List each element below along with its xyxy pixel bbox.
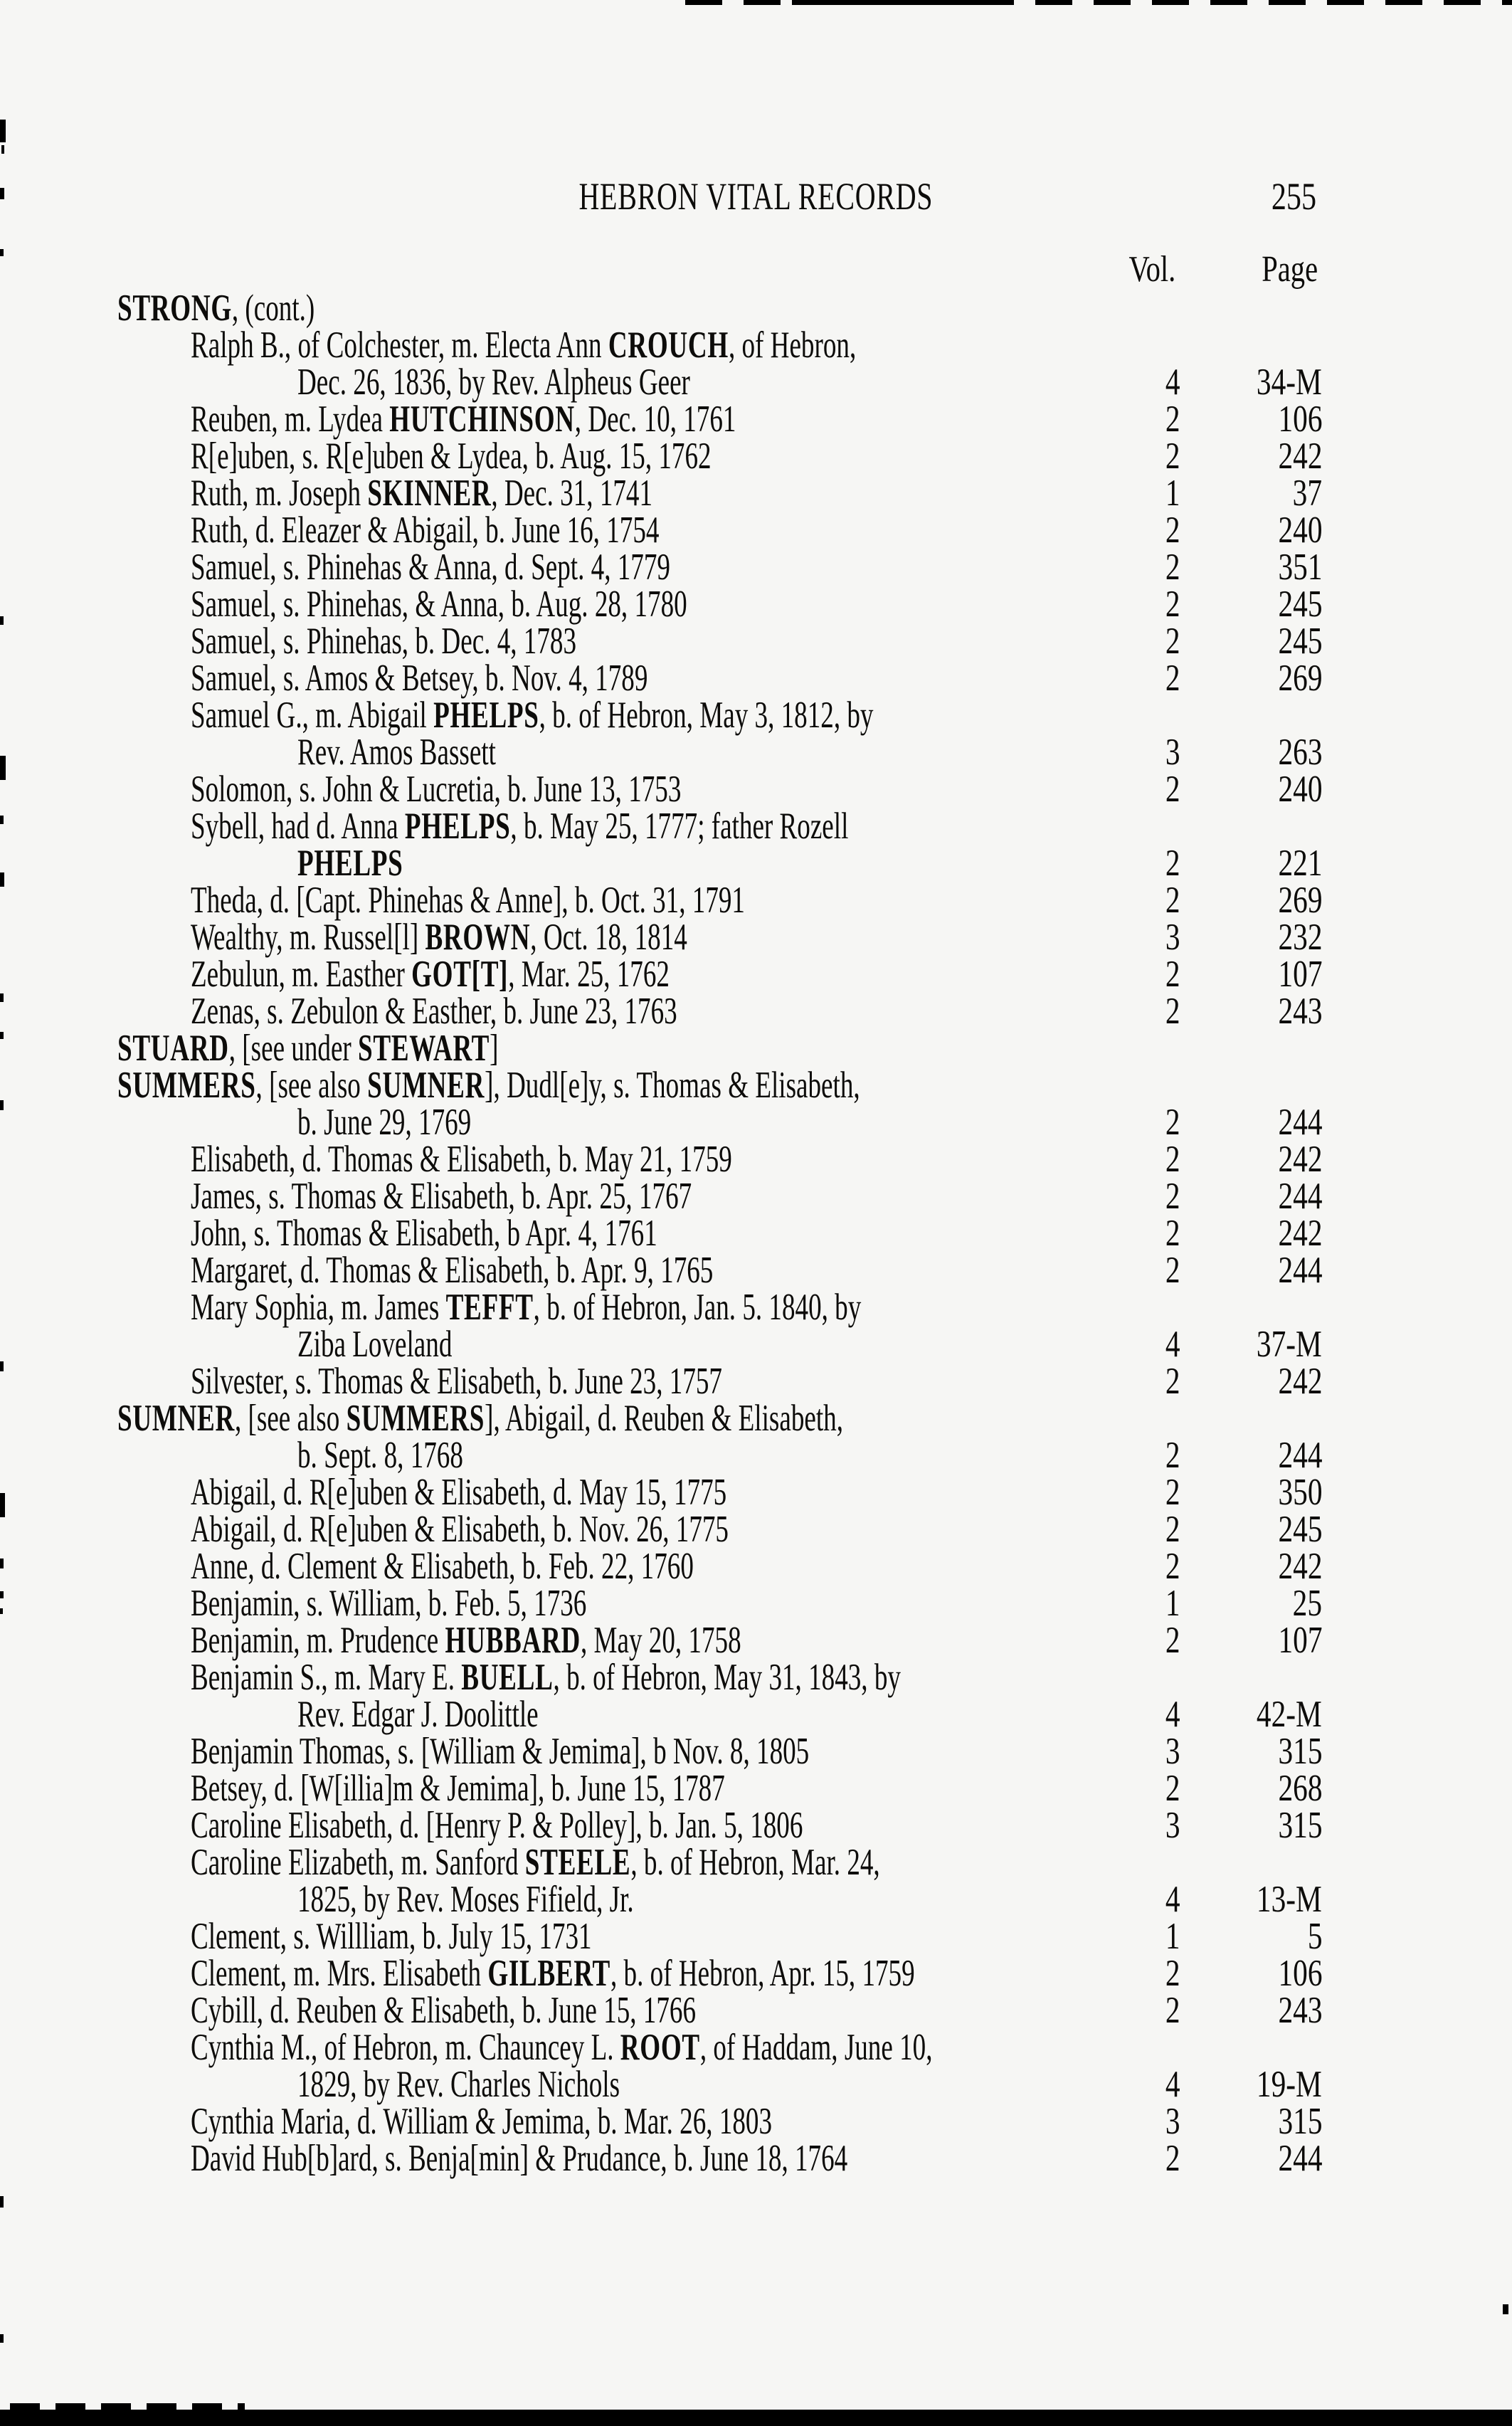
record-page: 243	[1277, 991, 1322, 1032]
record-text-segment: Abigail, d. R[e]uben & Elisabeth, d. May 15, 1775	[191, 1472, 727, 1513]
record-text	[191, 956, 670, 993]
record-vol: 2	[1165, 1139, 1180, 1180]
record-text-segment: , Dec. 10, 1761	[574, 399, 736, 440]
record-text-segment: Benjamin S., m. Mary E.	[191, 1657, 462, 1698]
record-row	[0, 1548, 1512, 1585]
record-text-segment: BUELL	[461, 1657, 554, 1698]
record-row	[0, 475, 1512, 512]
record-text-segment: SUMNER	[117, 1398, 235, 1439]
record-text-segment: , b. May 25, 1777; father Rozell	[510, 806, 849, 847]
record-vol: 4	[1165, 362, 1180, 403]
record-row	[0, 2029, 1512, 2066]
record-row	[0, 549, 1512, 586]
record-row	[0, 1067, 1512, 1104]
record-page: 243	[1277, 1990, 1322, 2031]
record-vol: 2	[1165, 769, 1180, 810]
record-text-segment: David Hub[b]ard, s. Benja[min] & Prudance, b. June 18, 1764	[191, 2138, 848, 2179]
record-page: 245	[1277, 584, 1322, 625]
record-page: 19-M	[1257, 2064, 1322, 2105]
record-vol: 2	[1165, 1509, 1180, 1550]
record-page: 232	[1277, 917, 1322, 958]
record-page: 242	[1277, 1361, 1322, 1402]
record-vol: 2	[1165, 1990, 1180, 2031]
record-text-segment: , b. of Hebron, May 31, 1843, by	[553, 1657, 901, 1698]
record-page: 315	[1277, 1805, 1322, 1846]
record-page: 245	[1277, 621, 1322, 662]
record-row	[0, 438, 1512, 475]
record-row	[0, 1585, 1512, 1622]
record-text-segment: Samuel, s. Phinehas & Anna, d. Sept. 4, 1779	[191, 547, 670, 588]
record-text-segment: STUARD	[117, 1028, 229, 1069]
record-page: 315	[1277, 2101, 1322, 2142]
record-text-segment: , Oct. 18, 1814	[530, 917, 687, 958]
record-page: 245	[1277, 1509, 1322, 1550]
record-text-segment: SUMMERS	[117, 1065, 256, 1106]
record-text-segment: Cynthia Maria, d. William & Jemima, b. Mar. 26, 1803	[191, 2101, 773, 2142]
record-row	[0, 771, 1512, 808]
record-text-segment: , b. of Hebron, May 3, 1812, by	[539, 695, 874, 736]
record-text-segment: 1829, by Rev. Charles Nichols	[297, 2064, 620, 2105]
record-text-segment: Betsey, d. [W[illia]m & Jemima], b. June 15, 1787	[191, 1768, 725, 1809]
record-text-segment: CROUCH	[608, 325, 729, 366]
record-text-segment: GOT[T]	[411, 954, 509, 995]
record-vol: 2	[1165, 621, 1180, 662]
scan-artifact-edge-tick	[0, 1559, 4, 1568]
record-row	[0, 956, 1512, 993]
record-text-segment: STRONG	[117, 288, 232, 329]
record-text-segment: Samuel, s. Phinehas, & Anna, b. Aug. 28, 1780	[191, 584, 687, 625]
record-text	[191, 512, 659, 549]
record-text	[117, 1400, 843, 1437]
record-row	[0, 1252, 1512, 1289]
record-text	[191, 1215, 657, 1252]
record-row	[0, 1733, 1512, 1770]
record-page: 240	[1277, 769, 1322, 810]
record-page: 42-M	[1257, 1694, 1322, 1735]
record-row	[0, 808, 1512, 845]
record-text-segment: , (cont.)	[231, 288, 315, 329]
record-text-segment: Elisabeth, d. Thomas & Elisabeth, b. May 21, 1759	[191, 1139, 732, 1180]
record-page: 244	[1277, 1435, 1322, 1476]
record-row	[0, 364, 1512, 401]
record-text-segment: , b. of Hebron, Apr. 15, 1759	[610, 1953, 915, 1994]
record-text-segment: Caroline Elizabeth, m. Sanford	[191, 1842, 525, 1883]
record-vol: 2	[1165, 1213, 1180, 1254]
record-text-segment: HUBBARD	[445, 1620, 581, 1661]
record-vol: 2	[1165, 1953, 1180, 1994]
vol-column-header: Vol.	[1128, 249, 1175, 290]
record-text-segment: SUMNER	[367, 1065, 485, 1106]
record-row	[0, 1955, 1512, 1992]
record-page: 107	[1277, 954, 1322, 995]
record-text-segment: Dec. 26, 1836, by Rev. Alpheus Geer	[297, 362, 690, 403]
record-row	[0, 697, 1512, 734]
scan-artifact-edge-tick	[0, 993, 4, 1002]
page-number: 255	[1271, 175, 1316, 218]
record-vol: 1	[1165, 1916, 1180, 1957]
record-row	[0, 2140, 1512, 2177]
record-page: 244	[1277, 1176, 1322, 1217]
page-header	[0, 176, 1512, 219]
record-text	[191, 623, 576, 660]
record-text-segment: Zebulun, m. Easther	[191, 954, 412, 995]
scan-artifact-edge-tick	[0, 1032, 4, 1039]
record-page: 242	[1277, 1139, 1322, 1180]
record-row	[0, 1474, 1512, 1511]
record-text	[191, 1363, 722, 1400]
record-text	[191, 2029, 932, 2066]
record-text-segment: James, s. Thomas & Elisabeth, b. Apr. 25, 1767	[191, 1176, 692, 1217]
record-page: 244	[1277, 1250, 1322, 1291]
record-text	[191, 438, 712, 475]
record-vol: 2	[1165, 1546, 1180, 1587]
record-text	[191, 1807, 803, 1844]
record-row	[0, 623, 1512, 660]
record-text-segment: , May 20, 1758	[580, 1620, 741, 1661]
record-vol: 4	[1165, 1324, 1180, 1365]
scan-artifact-edge-tick	[0, 188, 4, 199]
record-page: 107	[1277, 1620, 1322, 1661]
record-text-segment: , of Hebron,	[728, 325, 857, 366]
record-text	[191, 1844, 880, 1881]
record-text-segment: Zenas, s. Zebulon & Easther, b. June 23, 1763	[191, 991, 677, 1032]
record-vol: 3	[1165, 1805, 1180, 1846]
record-text	[191, 2103, 772, 2140]
record-text-segment: STEELE	[524, 1842, 631, 1883]
record-page: 34-M	[1257, 362, 1322, 403]
record-page: 37-M	[1257, 1324, 1322, 1365]
scan-artifact-edge-tick	[0, 616, 4, 625]
record-row	[0, 1770, 1512, 1807]
record-vol: 2	[1165, 510, 1180, 551]
record-text	[191, 1622, 741, 1659]
record-row	[0, 660, 1512, 697]
scan-artifact-edge-tick	[0, 1361, 4, 1371]
record-text-segment: SUMMERS	[346, 1398, 485, 1439]
record-page: 269	[1277, 880, 1322, 921]
record-vol: 2	[1165, 880, 1180, 921]
record-text	[191, 882, 745, 919]
record-row	[0, 1659, 1512, 1696]
record-row	[0, 512, 1512, 549]
record-row	[0, 845, 1512, 882]
record-row	[0, 1215, 1512, 1252]
record-text-segment: , Mar. 25, 1762	[508, 954, 670, 995]
record-vol: 2	[1165, 658, 1180, 699]
record-row	[0, 1437, 1512, 1474]
record-vol: 2	[1165, 843, 1180, 884]
record-row	[0, 1289, 1512, 1326]
scan-artifact-edge-tick	[0, 2196, 4, 2208]
record-text	[117, 1067, 860, 1104]
record-text	[297, 1104, 471, 1141]
record-page: 351	[1277, 547, 1322, 588]
record-vol: 1	[1165, 1583, 1180, 1624]
record-vol: 2	[1165, 954, 1180, 995]
record-text-segment: , [see also	[255, 1065, 368, 1106]
record-text	[191, 549, 670, 586]
record-text	[191, 993, 677, 1030]
scan-artifact-edge-tick	[1, 145, 4, 154]
page-column-header: Page	[1262, 249, 1318, 290]
record-text-segment: ], Dudl[e]y, s. Thomas & Elisabeth,	[485, 1065, 860, 1106]
record-row	[0, 1844, 1512, 1881]
scan-artifact-edge-tick	[0, 2334, 4, 2343]
record-page: 25	[1292, 1583, 1322, 1624]
record-text-segment: STEWART	[358, 1028, 490, 1069]
record-text	[191, 1474, 726, 1511]
record-text	[191, 1770, 725, 1807]
record-row	[0, 882, 1512, 919]
record-vol: 2	[1165, 1250, 1180, 1291]
record-text-segment: Samuel G., m. Abigail	[191, 695, 434, 736]
record-text-segment: Sybell, had d. Anna	[191, 806, 405, 847]
record-vol: 1	[1165, 473, 1180, 514]
record-vol: 3	[1165, 732, 1180, 773]
record-text-segment: ], Abigail, d. Reuben & Elisabeth,	[485, 1398, 843, 1439]
record-row	[0, 1104, 1512, 1141]
record-text-segment: Wealthy, m. Russel[l]	[191, 917, 425, 958]
record-text-segment: BROWN	[425, 917, 531, 958]
record-text	[191, 1511, 729, 1548]
record-text	[191, 1733, 809, 1770]
record-text	[191, 808, 848, 845]
scan-artifact-edge-tick	[0, 1608, 3, 1614]
record-text	[297, 2066, 620, 2103]
record-text-segment: Mary Sophia, m. James	[191, 1287, 446, 1328]
record-text	[191, 1659, 901, 1696]
record-row	[0, 1622, 1512, 1659]
record-text	[297, 1326, 452, 1363]
record-page: 221	[1277, 843, 1322, 884]
record-text	[191, 1289, 861, 1326]
record-text-segment: , [see under	[228, 1028, 359, 1069]
record-text-segment: , b. of Hebron, Jan. 5. 1840, by	[533, 1287, 862, 1328]
record-text-segment: ROOT	[620, 2027, 700, 2068]
record-row	[0, 1326, 1512, 1363]
scan-artifact-edge-tick	[0, 1591, 4, 1598]
record-row	[0, 1400, 1512, 1437]
scan-artifact-edge-tick	[0, 120, 6, 142]
record-page: 242	[1277, 1213, 1322, 1254]
record-text-segment: Solomon, s. John & Lucretia, b. June 13, 1753	[191, 769, 682, 810]
record-page: 13-M	[1257, 1879, 1322, 1920]
record-text	[191, 919, 687, 956]
scan-artifact-edge-tick	[1503, 2304, 1508, 2314]
record-text-segment: b. Sept. 8, 1768	[297, 1435, 463, 1476]
record-text-segment: Theda, d. [Capt. Phinehas & Anne], b. Oct. 31, 1791	[191, 880, 745, 921]
record-row	[0, 919, 1512, 956]
record-row	[0, 1807, 1512, 1844]
record-text	[191, 660, 647, 697]
record-row	[0, 1992, 1512, 2029]
record-text	[191, 1548, 694, 1585]
record-vol: 3	[1165, 1731, 1180, 1772]
scan-artifact-edge-tick	[0, 872, 4, 887]
record-page: 5	[1307, 1916, 1322, 1957]
scan-artifact-edge-tick	[0, 1100, 4, 1110]
record-page: 268	[1277, 1768, 1322, 1809]
record-text-segment: Ruth, d. Eleazer & Abigail, b. June 16, 1754	[191, 510, 660, 551]
record-text	[191, 401, 736, 438]
record-row	[0, 1030, 1512, 1067]
record-text	[297, 1881, 634, 1918]
record-vol: 2	[1165, 2138, 1180, 2179]
record-text-segment: b. June 29, 1769	[297, 1102, 472, 1143]
record-text-segment: R[e]uben, s. R[e]uben & Lydea, b. Aug. 15, 1762	[191, 436, 712, 477]
record-row	[0, 993, 1512, 1030]
record-text-segment: PHELPS	[404, 806, 511, 847]
record-row	[0, 2103, 1512, 2140]
record-page: 244	[1277, 1102, 1322, 1143]
record-vol: 4	[1165, 1694, 1180, 1735]
record-vol: 4	[1165, 2064, 1180, 2105]
page-title-text: HEBRON VITAL RECORDS	[578, 175, 934, 218]
record-text-segment: John, s. Thomas & Elisabeth, b Apr. 4, 1761	[191, 1213, 657, 1254]
record-text-segment: Reuben, m. Lydea	[191, 399, 390, 440]
record-text-segment: Abigail, d. R[e]uben & Elisabeth, b. Nov. 26, 1775	[191, 1509, 729, 1550]
record-text	[297, 734, 496, 771]
record-page: 244	[1277, 2138, 1322, 2179]
record-text-segment: Benjamin Thomas, s. [William & Jemima], b Nov. 8, 1805	[191, 1731, 810, 1772]
record-vol: 2	[1165, 399, 1180, 440]
scan-artifact-top-dashes	[685, 0, 1512, 5]
record-text-segment: Cybill, d. Reuben & Elisabeth, b. June 15, 1766	[191, 1990, 696, 2031]
record-text-segment: Samuel, s. Phinehas, b. Dec. 4, 1783	[191, 621, 577, 662]
record-text-segment: Silvester, s. Thomas & Elisabeth, b. June 23, 1757	[191, 1361, 722, 1402]
record-row	[0, 401, 1512, 438]
record-text-segment: 1825, by Rev. Moses Fifield, Jr.	[297, 1879, 634, 1920]
record-text-segment: Rev. Amos Bassett	[297, 732, 496, 773]
record-row	[0, 290, 1512, 327]
record-vol: 2	[1165, 436, 1180, 477]
record-page: 242	[1277, 1546, 1322, 1587]
record-text-segment: Margaret, d. Thomas & Elisabeth, b. Apr. 9, 1765	[191, 1250, 714, 1291]
record-text	[297, 1696, 539, 1733]
record-vol: 3	[1165, 2101, 1180, 2142]
record-page: 242	[1277, 436, 1322, 477]
scan-artifact-edge-tick	[0, 1493, 5, 1517]
column-headers	[0, 250, 1512, 290]
record-text-segment: , of Haddam, June 10,	[699, 2027, 933, 2068]
record-vol: 2	[1165, 584, 1180, 625]
scan-artifact-edge-tick	[0, 816, 4, 824]
record-vol: 2	[1165, 991, 1180, 1032]
record-text-segment: PHELPS	[297, 843, 403, 884]
record-row	[0, 1141, 1512, 1178]
record-row	[0, 1918, 1512, 1955]
record-row	[0, 1363, 1512, 1400]
record-vol: 2	[1165, 547, 1180, 588]
scan-artifact-bottom-bar	[0, 2410, 1512, 2426]
record-text-segment: Ralph B., of Colchester, m. Electa Ann	[191, 325, 608, 366]
record-text	[191, 327, 856, 364]
record-text-segment: Caroline Elisabeth, d. [Henry P. & Polley], b. Jan. 5, 1806	[191, 1805, 803, 1846]
record-vol: 4	[1165, 1879, 1180, 1920]
record-text	[297, 1437, 463, 1474]
record-page: 263	[1277, 732, 1322, 773]
record-text	[191, 1141, 732, 1178]
record-vol: 2	[1165, 1102, 1180, 1143]
record-text-segment: , [see also	[234, 1398, 347, 1439]
record-text-segment: Ziba Loveland	[297, 1324, 453, 1365]
record-text-segment: SKINNER	[367, 473, 492, 514]
record-row	[0, 327, 1512, 364]
record-text-segment: Clement, s. Willliam, b. July 15, 1731	[191, 1916, 592, 1957]
record-text	[191, 1252, 713, 1289]
record-text-segment: Benjamin, s. William, b. Feb. 5, 1736	[191, 1583, 587, 1624]
record-text	[297, 845, 403, 882]
record-text-segment: Benjamin, m. Prudence	[191, 1620, 445, 1661]
record-text	[297, 364, 690, 401]
record-text-segment: , Dec. 31, 1741	[491, 473, 653, 514]
record-vol: 2	[1165, 1620, 1180, 1661]
record-text-segment: HUTCHINSON	[389, 399, 575, 440]
record-text-segment: GILBERT	[487, 1953, 611, 1994]
record-page: 315	[1277, 1731, 1322, 1772]
record-text-segment: Cynthia M., of Hebron, m. Chauncey L.	[191, 2027, 620, 2068]
record-text	[191, 475, 652, 512]
record-page: 350	[1277, 1472, 1322, 1513]
record-vol: 2	[1165, 1435, 1180, 1476]
record-row	[0, 2066, 1512, 2103]
record-page: 269	[1277, 658, 1322, 699]
record-text-segment: PHELPS	[433, 695, 539, 736]
record-text	[191, 1992, 696, 2029]
record-text	[191, 586, 687, 623]
record-text-segment: Clement, m. Mrs. Elisabeth	[191, 1953, 488, 1994]
record-page: 106	[1277, 399, 1322, 440]
record-text	[191, 697, 873, 734]
records-table	[0, 290, 1512, 2177]
record-row	[0, 1511, 1512, 1548]
record-row	[0, 586, 1512, 623]
record-text-segment: TEFFT	[445, 1287, 534, 1328]
record-page: 240	[1277, 510, 1322, 551]
record-text-segment: Ruth, m. Joseph	[191, 473, 368, 514]
record-vol: 2	[1165, 1176, 1180, 1217]
record-row	[0, 1178, 1512, 1215]
record-row	[0, 1696, 1512, 1733]
record-text	[191, 1918, 592, 1955]
record-page: 37	[1292, 473, 1322, 514]
record-row	[0, 1881, 1512, 1918]
record-text-segment: , b. of Hebron, Mar. 24,	[630, 1842, 880, 1883]
record-vol: 2	[1165, 1361, 1180, 1402]
record-row	[0, 734, 1512, 771]
record-text-segment: Anne, d. Clement & Elisabeth, b. Feb. 22, 1760	[191, 1546, 694, 1587]
record-text	[191, 1178, 692, 1215]
record-page: 106	[1277, 1953, 1322, 1994]
record-vol: 3	[1165, 917, 1180, 958]
record-text	[191, 1585, 586, 1622]
record-text-segment: ]	[490, 1028, 499, 1069]
record-text-segment: Rev. Edgar J. Doolittle	[297, 1694, 539, 1735]
record-text	[191, 2140, 847, 2177]
scan-artifact-edge-tick	[0, 249, 4, 256]
record-text	[191, 771, 681, 808]
record-text-segment: Samuel, s. Amos & Betsey, b. Nov. 4, 1789	[191, 658, 648, 699]
record-text	[117, 290, 314, 327]
scan-artifact-edge-tick	[0, 756, 6, 780]
record-vol: 2	[1165, 1472, 1180, 1513]
record-vol: 2	[1165, 1768, 1180, 1809]
record-text	[191, 1955, 915, 1992]
record-text	[117, 1030, 498, 1067]
